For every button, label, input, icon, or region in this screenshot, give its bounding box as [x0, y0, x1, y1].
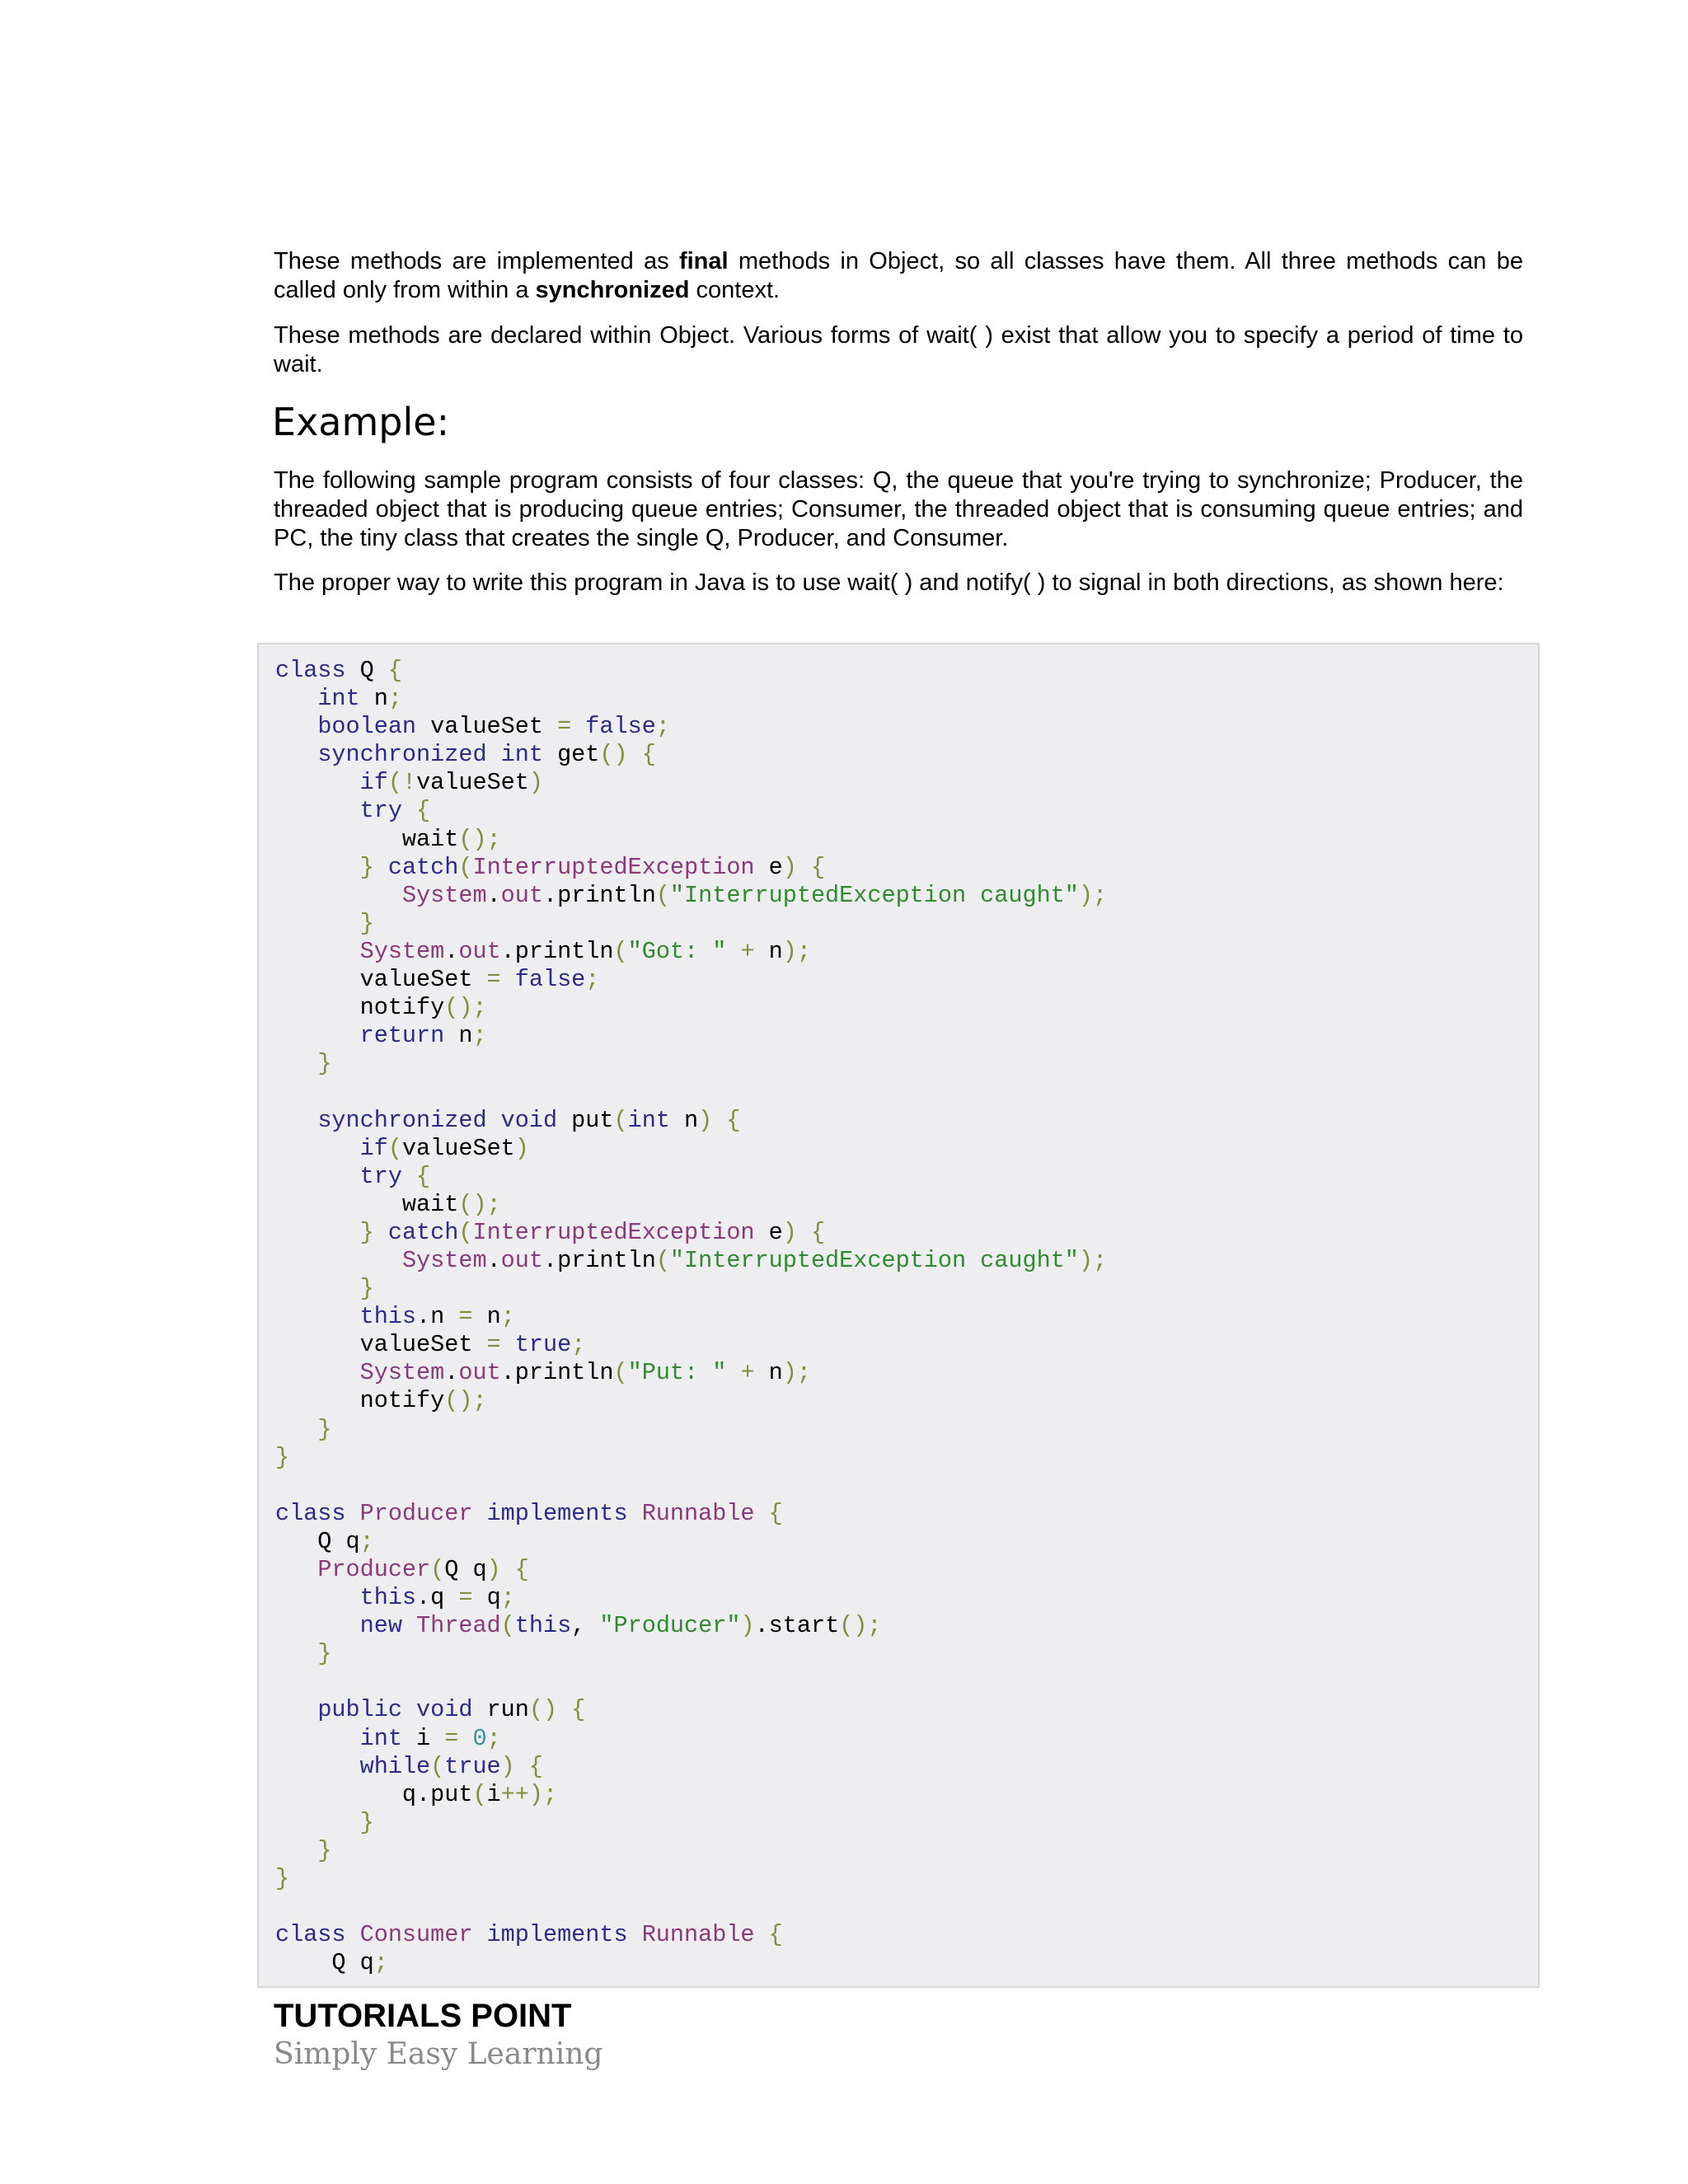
- bold-final: final: [678, 248, 729, 274]
- paragraph-declared-within-object: These methods are declared within Object. Various forms of wait( ) exist that allow you to specify a period of time to wait.: [274, 322, 1523, 377]
- paragraph-sample-program: The following sample program consists of four classes: Q, the queue that you're trying to synchronize; Producer, the threaded object that is producing queue entries; Consumer, the threaded object that is consuming queue entries; and PC, the tiny class that creates the single Q, Producer, and Consumer.: [274, 467, 1523, 551]
- paragraph-text: methods in Object, so all classes have them. All three methods can be called only from within a: [274, 248, 1524, 303]
- paragraph-proper-way: The proper way to write this program in Java is to use wait( ) and notify( ) to signal in both directions, as shown here:: [274, 569, 1504, 596]
- footer-tagline: Simply Easy Learning: [274, 2037, 603, 2071]
- paragraph-final-methods: [274, 247, 1523, 305]
- paragraph-text: context.: [689, 277, 781, 303]
- paragraph-text: These methods are implemented as: [274, 248, 679, 274]
- code-listing: class Q { int n; boolean valueSet = false; synchronized int get() { if(!valueSet) try { wait(); } catch(InterruptedException e) { System.out.println("InterruptedException caught"); } System.out.println("Got: " + n); valueSet = false; notify(); return n; } synchronized void put(int n) { if(valueSet) try { wait(); } catch(InterruptedException e) { System.out.println("InterruptedException caught"); } this.n = n; valueSet = true; System.out.println("Put: " + n); notify(); } } class Producer implements Runnable { Q q; Producer(Q q) { this.q = q; new Thread(this, "Producer").start(); } public void run() { int i = 0; while(true) { q.put(i++); } } } class Consumer implements Runnable { Q q;: [275, 657, 1108, 1977]
- bold-synchronized: synchronized: [535, 277, 690, 303]
- section-heading: Example:: [272, 400, 450, 444]
- code-block: [257, 643, 1540, 1988]
- footer-brand: TUTORIALS POINT: [274, 1998, 572, 2034]
